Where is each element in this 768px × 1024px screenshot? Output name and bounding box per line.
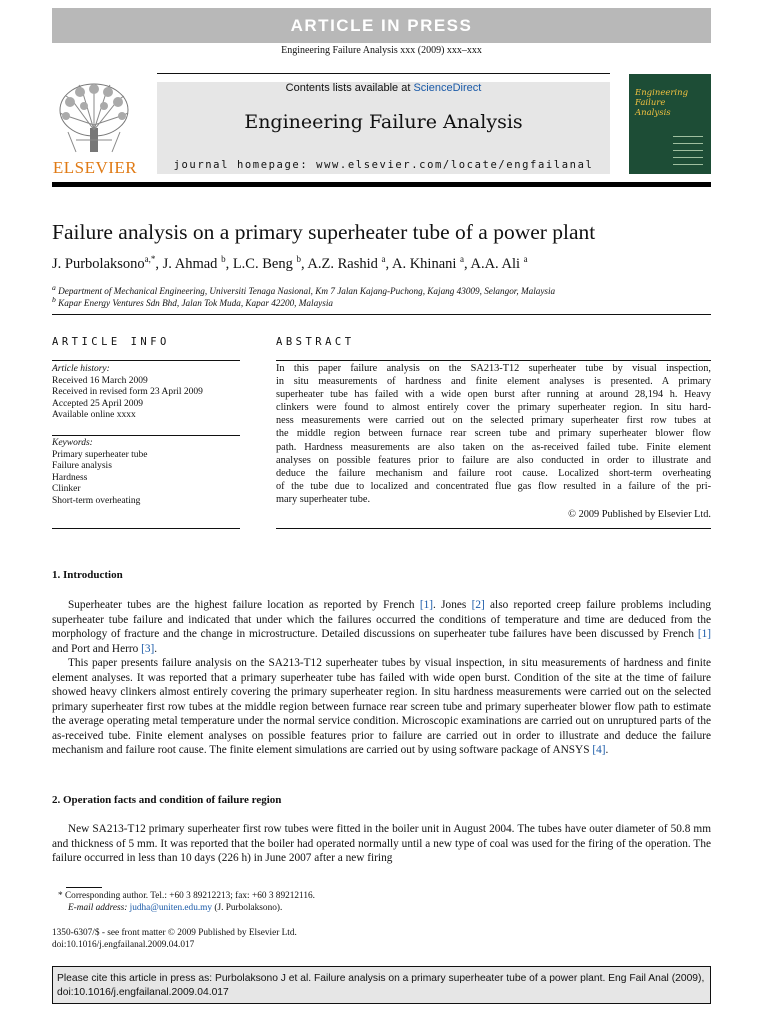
divider (52, 314, 711, 315)
paragraph-text: . (154, 642, 158, 655)
article-title: Failure analysis on a primary superheater tube of a power plant (52, 220, 596, 244)
author-affil-mark[interactable]: b (221, 254, 226, 264)
body-text (52, 822, 711, 866)
author-name: L.C. Beng (232, 255, 293, 272)
article-info-heading: ARTICLE INFO (52, 336, 170, 348)
author-list: J. Purbolaksono$^{a,*}$, J. Ahmad $^b$, L.C. Beng $^b$, A.Z. Rashid $^a$, A. Khinani $^a$, A.A. Ali $^a$ (52, 254, 528, 272)
author-name: A. Khinani (391, 255, 457, 272)
citation-ref-link[interactable]: [1] (419, 599, 434, 611)
affiliation-text: Kapar Energy Ventures Sdn Bhd, Jalan Tok Muda, Kapar 42200, Malaysia (58, 298, 333, 309)
section-heading: 1. Introduction (52, 569, 123, 581)
paragraph-text: also reported creep failure problems including superheater tube failure and indicated that under which the failures occurred the conditions of temperature and time are deduced from the morphology of fracture and the change in microstructure. Detailed discussions on superheater tube failures have been discussed by French (52, 599, 711, 640)
citation-ref-link[interactable]: [2] (471, 599, 485, 611)
keywords-label: Keywords: (52, 438, 93, 448)
paragraph-text: This paper presents failure analysis on the SA213-T12 superheater tubes by visual inspection, in situ measurements of hardness and finite element analyses. It was reported that a primary superheater tube has failed with wide open burst. Condition of the site at the time of failure showed heavy clinkers almost entirely covering the primary superheater region. In situ hardness measurements were carried out on the selected primary superheater first row tubes at the middle region between furnace rear screen tube and primary superheater blower flow path to estimate the average operating metal temperature under the normal service condition. Microscopic examinations are carried out on unruptured parts of the as-received tube. Finite element analyses on possible features prior to failure are carried out in order to illustrate and deduce the failure mechanism and failure root cause. The finite element simulations are carried out by using software package of ANSYS (52, 657, 711, 756)
author[interactable] (307, 256, 385, 272)
divider (276, 360, 711, 361)
author-affil-mark[interactable]: a (523, 254, 528, 264)
divider (52, 360, 240, 361)
author-affil-mark[interactable]: b (296, 254, 301, 264)
publisher-name: ELSEVIER (52, 158, 138, 177)
abstract-line: superheater tube has failed with a wide open burst after running at around 28,194 h. Heavy (276, 389, 711, 401)
abstract-line: In this paper failure analysis on the SA213-T12 superheater tube by visual inspection, (276, 363, 711, 374)
citation-ref-link[interactable]: [4] (592, 744, 606, 756)
history-item: Accepted 25 April 2009 (52, 398, 144, 409)
affiliation-mark: b (52, 295, 56, 304)
cover-title-line: Analysis (635, 108, 671, 118)
author-affil-mark[interactable]: a (381, 254, 386, 264)
affiliation (52, 295, 333, 308)
cover-decoration (673, 143, 703, 144)
journal-masthead (157, 82, 610, 174)
cite-this-article-box: Please cite this article in press as: Purbolaksono J et al. Failure analysis on a primary superheater tube of a power plant. Eng Fail Anal (2009), doi:10.1016/j.engfailanal.2009.04.017 (52, 966, 711, 1004)
divider (52, 435, 240, 436)
paragraph (52, 822, 711, 866)
cover-decoration (673, 150, 703, 151)
keyword: Hardness (52, 472, 88, 483)
abstract-line: of the tube due to localized and concentrated flue gas flow resulted in a failure of the pri- (276, 480, 711, 492)
history-label: Article history: (52, 364, 110, 374)
paragraph-text: . (605, 744, 609, 756)
journal-title: Engineering Failure Analysis (244, 111, 523, 133)
paragraph-text: . Jones (433, 599, 472, 611)
history-item: Received 16 March 2009 (52, 375, 148, 386)
history-item: Received in revised form 23 April 2009 (52, 387, 203, 398)
paragraph (52, 656, 711, 758)
article-history (52, 364, 203, 422)
section-heading: 2. Operation facts and condition of failure region (52, 794, 282, 806)
abstract-line: ness measurements were carried out on the selected primary superheater first row tubes at (276, 415, 711, 427)
doi-line[interactable]: doi:10.1016/j.engfailanal.2009.04.017 (52, 940, 195, 950)
footnote-rule (66, 887, 102, 888)
author[interactable] (163, 256, 226, 272)
abstract-line: path. Hardness measurements are also taken on the as-received failed tube. Finite element (276, 441, 711, 453)
author-name: A.A. Ali (470, 255, 521, 272)
author-name: J. Ahmad (162, 255, 218, 272)
abstract-line: mary superheater tube. (276, 493, 371, 505)
affiliation-mark: a (52, 283, 56, 292)
author-affil-mark[interactable]: a (460, 254, 465, 264)
citation-ref-link[interactable]: [1] (697, 628, 711, 640)
paragraph (52, 598, 711, 656)
email-owner: (J. Purbolaksono). (212, 903, 283, 913)
masthead-top-rule (157, 73, 610, 74)
history-item: Available online xxxx (52, 410, 136, 421)
abstract-line: in situ measurements of hardness and finite element analyses is presented. A primary (276, 376, 711, 388)
author-name: J. Purbolaksono (52, 255, 145, 272)
author-name: A.Z. Rashid (307, 255, 378, 272)
keyword: Failure analysis (52, 461, 112, 472)
divider (276, 528, 711, 529)
citation-ref-link[interactable]: [3] (141, 642, 155, 655)
footnote-corresponding: * Corresponding author. Tel.: +60 3 89212213; fax: +60 3 89212116. (58, 891, 315, 901)
abstract-line: analyses on possible features prior to failure are also conducted in order to illustrate and (276, 454, 711, 466)
keyword: Clinker (52, 484, 81, 495)
abstract-heading: ABSTRACT (276, 336, 355, 348)
cover-title-line: Engineering (635, 88, 689, 98)
paragraph-text: and Port and Herro (52, 642, 142, 655)
abstract-text (276, 362, 711, 506)
author[interactable] (392, 256, 464, 272)
body-text (52, 598, 711, 758)
cover-decoration (673, 164, 703, 165)
cover-title (635, 88, 688, 118)
divider (52, 528, 240, 529)
journal-cover-thumbnail[interactable] (629, 74, 711, 174)
author-affil-mark[interactable]: a,* (144, 254, 156, 264)
journal-citation: Engineering Failure Analysis xxx (2009) xxx–xxx (281, 45, 482, 56)
paragraph-text: New SA213-T12 primary superheater first row tubes were fitted in the boiler unit in August 2004. The tubes have outer diameter of 50.8 mm and thickness of 5 mm. It was reported that the boiler had operated normally until a new type of coal was used for the firing of the operation. The failure occurred in less than 10 days (226 h) in June 2007 after a new firing (52, 823, 711, 864)
copyright-line: © 2009 Published by Elsevier Ltd. (568, 509, 711, 520)
masthead-bottom-rule (52, 182, 711, 187)
contents-list-line (157, 82, 610, 94)
author[interactable] (52, 256, 155, 272)
contents-prefix: Contents lists available at (285, 82, 414, 94)
cover-decoration (673, 157, 703, 158)
keyword: Primary superheater tube (52, 449, 148, 460)
abstract-line: deduce the failure mechanism and failure root cause. Localized short-term overheating (276, 467, 711, 479)
paragraph-text: Superheater tubes are the highest failure location as reported by French (68, 599, 420, 611)
journal-homepage-link[interactable]: journal homepage: www.elsevier.com/locate/engfailanal (173, 159, 594, 171)
email-link[interactable]: judha@uniten.edu.my (129, 903, 213, 913)
keywords (52, 438, 148, 508)
author[interactable] (470, 256, 527, 272)
footnote-email (68, 903, 282, 915)
cover-decoration (673, 136, 703, 137)
abstract-line: clinkers were found to almost entirely cover the primary superheater region. In situ hard- (276, 402, 711, 414)
sciencedirect-link[interactable]: ScienceDirect (413, 82, 482, 94)
affiliation-text: Department of Mechanical Engineering, Universiti Tenaga Nasional, Km 7 Jalan Kajang-Puchong, Kajang 43009, Selangor, Malaysia (58, 286, 556, 297)
email-label: E-mail address: (68, 903, 130, 913)
issn-line: 1350-6307/$ - see front matter © 2009 Published by Elsevier Ltd. (52, 928, 297, 938)
author[interactable] (233, 256, 301, 272)
article-in-press-banner: ARTICLE IN PRESS (52, 8, 711, 43)
keyword: Short-term overheating (52, 495, 141, 506)
elsevier-logo[interactable] (52, 80, 138, 176)
abstract-line: the middle region between furnace rear screen tube and primary superheater blower flow (276, 428, 711, 440)
cover-title-line: Failure (635, 98, 666, 108)
